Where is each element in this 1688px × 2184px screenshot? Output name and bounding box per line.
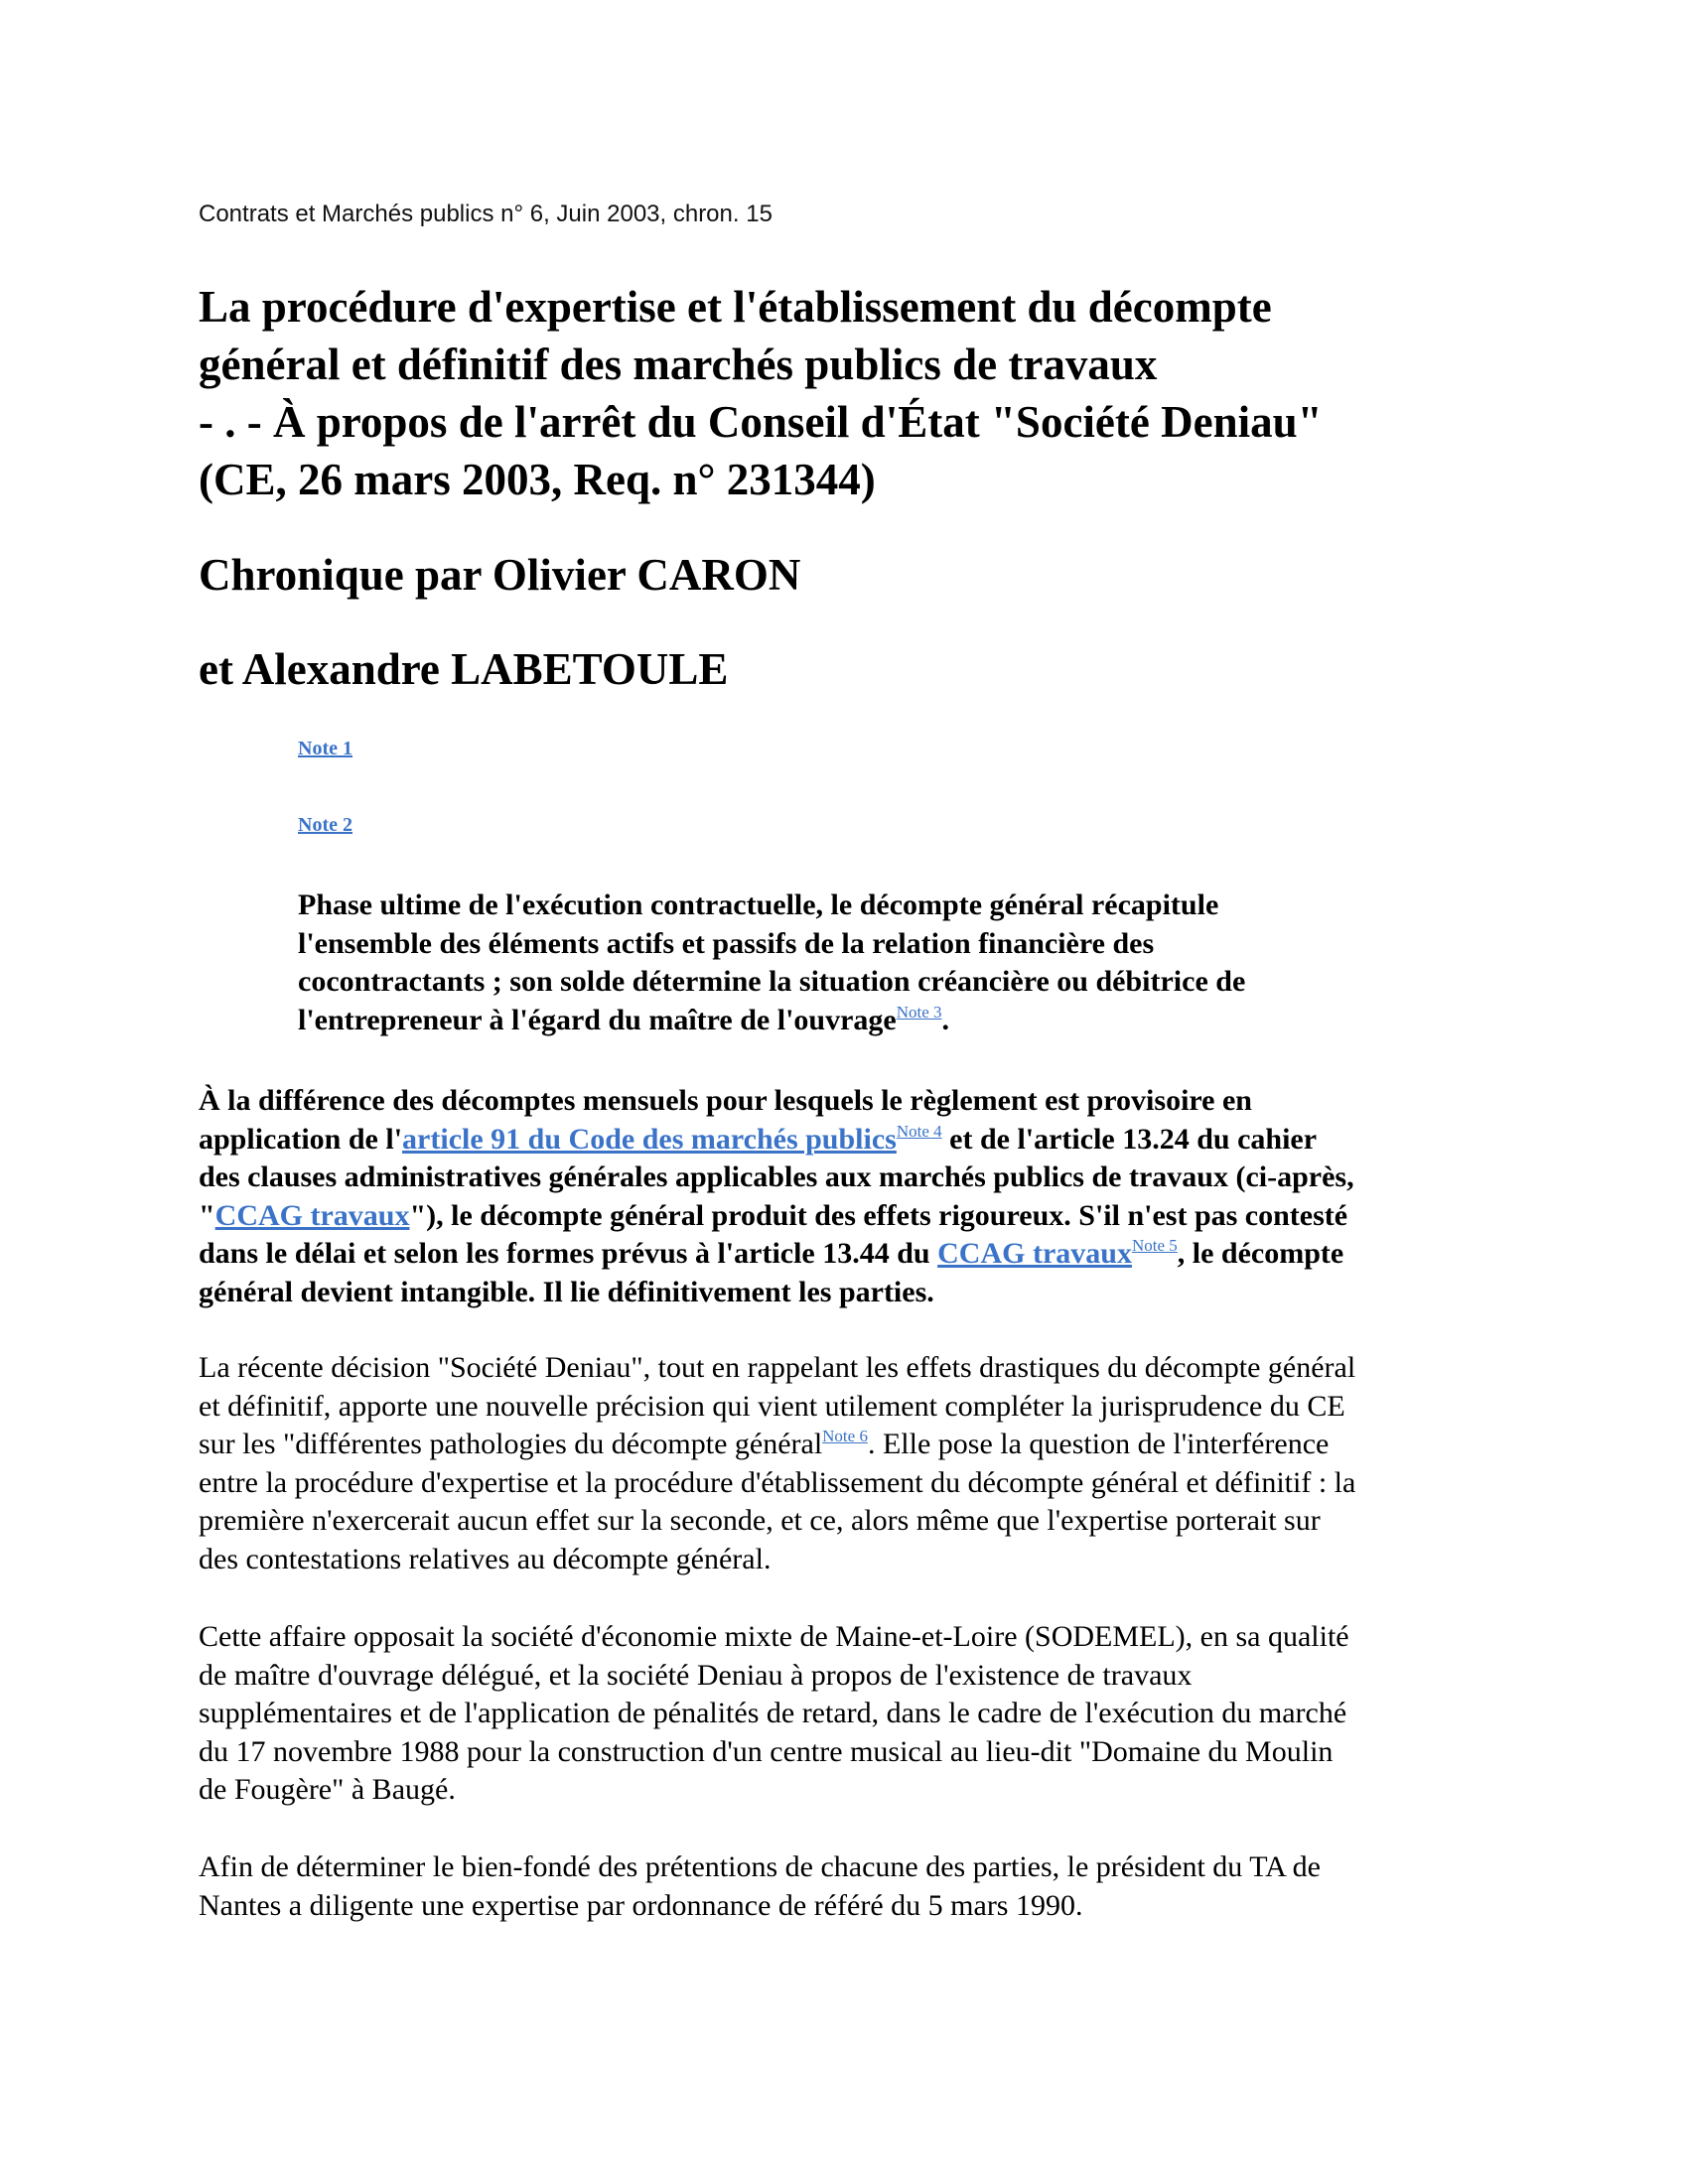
article-title (199, 278, 1509, 508)
paragraph-line: Cette affaire opposait la société d'économie mixte de Maine-et-Loire (SODEMEL), en sa qualité (199, 1620, 1349, 1653)
ccag-travaux-link[interactable]: CCAG travaux (214, 1198, 410, 1232)
title-line: - . - À propos de l'arrêt du Conseil d'État "Société Deniau" (199, 397, 1323, 447)
paragraph-line: première n'exercerait aucun effet sur la seconde, et ce, alors même que l'expertise porterait sur (199, 1504, 1321, 1537)
paragraph-line: des contestations relatives au décompte général. (199, 1542, 772, 1575)
ccag-travaux-link-2[interactable]: CCAG travaux (937, 1237, 1132, 1270)
author-line: Chronique par Olivier CARON (199, 550, 801, 600)
paragraph-line: de Fougère" à Baugé. (199, 1773, 456, 1806)
note-4-link[interactable]: Note 4 (896, 1121, 942, 1141)
paragraph-line: application de l'article 91 du Code des marchés publics$^{Note 4}$ et de l'article 13.24 du cahier (199, 1121, 1318, 1156)
paragraph-line: dans le délai et selon les formes prévus à l'article 13.44 du CCAG travaux$^{Note 5}$, le décompte (199, 1236, 1344, 1270)
paragraph-line: et définitif, apporte une nouvelle précision qui vient utilement compléter la jurisprudence du CE (199, 1389, 1345, 1423)
title-line: La procédure d'expertise et l'établissement du décompte (199, 282, 1272, 332)
paragraph-3 (199, 1618, 1499, 1810)
note-3-link[interactable]: Note 3 (896, 1002, 942, 1022)
paragraph-line: supplémentaires et de l'application de pénalités de retard, dans le cadre de l'exécution du marché (199, 1697, 1347, 1729)
title-line: (CE, 26 mars 2003, Req. n° 231344) (199, 455, 876, 504)
paragraph-line: de maître d'ouvrage délégué, et la société Deniau à propos de l'existence de travaux (199, 1658, 1193, 1692)
paragraph-line: La récente décision "Société Deniau", tout en rappelant les effets drastiques du décompte général (199, 1351, 1356, 1384)
title-line: général et définitif des marchés publics de travaux (199, 340, 1158, 389)
note-2-link[interactable]: Note 2 (298, 814, 352, 836)
abstract-line: l'entrepreneur à l'égard du maître de l'ouvrage$^{Note 3}$. (298, 1002, 950, 1036)
paragraph-line: "CCAG travaux"), le décompte général produit des effets rigoureux. S'il n'est pas contesté (199, 1198, 1348, 1232)
paragraph-line: entre la procédure d'expertise et la procédure d'établissement du décompte général et définitif : la (199, 1465, 1356, 1499)
article-91-link[interactable]: article 91 du Code des marchés publics (402, 1122, 897, 1156)
note-5-link[interactable]: Note 5 (1131, 1236, 1178, 1255)
paragraph-1 (199, 1082, 1499, 1311)
paragraph-line: général devient intangible. Il lie définitivement les parties. (199, 1275, 934, 1308)
abstract-line: l'ensemble des éléments actifs et passifs de la relation financière des (298, 926, 1155, 960)
paragraph-line: sur les "différentes pathologies du décompte général$^{Note 6}$. Elle pose la question de l'interférence (199, 1427, 1330, 1460)
paragraph-4 (199, 1848, 1499, 1925)
paragraph-line: Nantes a diligente une expertise par ordonnance de référé du 5 mars 1990. (199, 1888, 1083, 1922)
abstract-line: Phase ultime de l'exécution contractuelle, le décompte général récapitule (298, 888, 1219, 921)
abstract (298, 887, 1410, 1039)
source-citation: Contrats et Marchés publics n° 6, Juin 2003, chron. 15 (199, 201, 773, 227)
author-line: et Alexandre LABETOULE (199, 644, 729, 694)
paragraph-line: du 17 novembre 1988 pour la construction d'un centre musical au lieu-dit "Domaine du Moulin (199, 1734, 1334, 1768)
paragraph-line: des clauses administratives générales applicables aux marchés publics de travaux (ci-après, (199, 1160, 1354, 1193)
note-1-link[interactable]: Note 1 (298, 738, 352, 759)
paragraph-line: Afin de déterminer le bien-fondé des prétentions de chacune des parties, le président du TA de (199, 1850, 1321, 1883)
note-6-link[interactable]: Note 6 (822, 1427, 868, 1445)
paragraph-line: À la différence des décomptes mensuels pour lesquels le règlement est provisoire en (199, 1084, 1252, 1117)
abstract-line: cocontractants ; son solde détermine la situation créancière ou débitrice de (298, 965, 1246, 998)
paragraph-2 (199, 1349, 1499, 1578)
